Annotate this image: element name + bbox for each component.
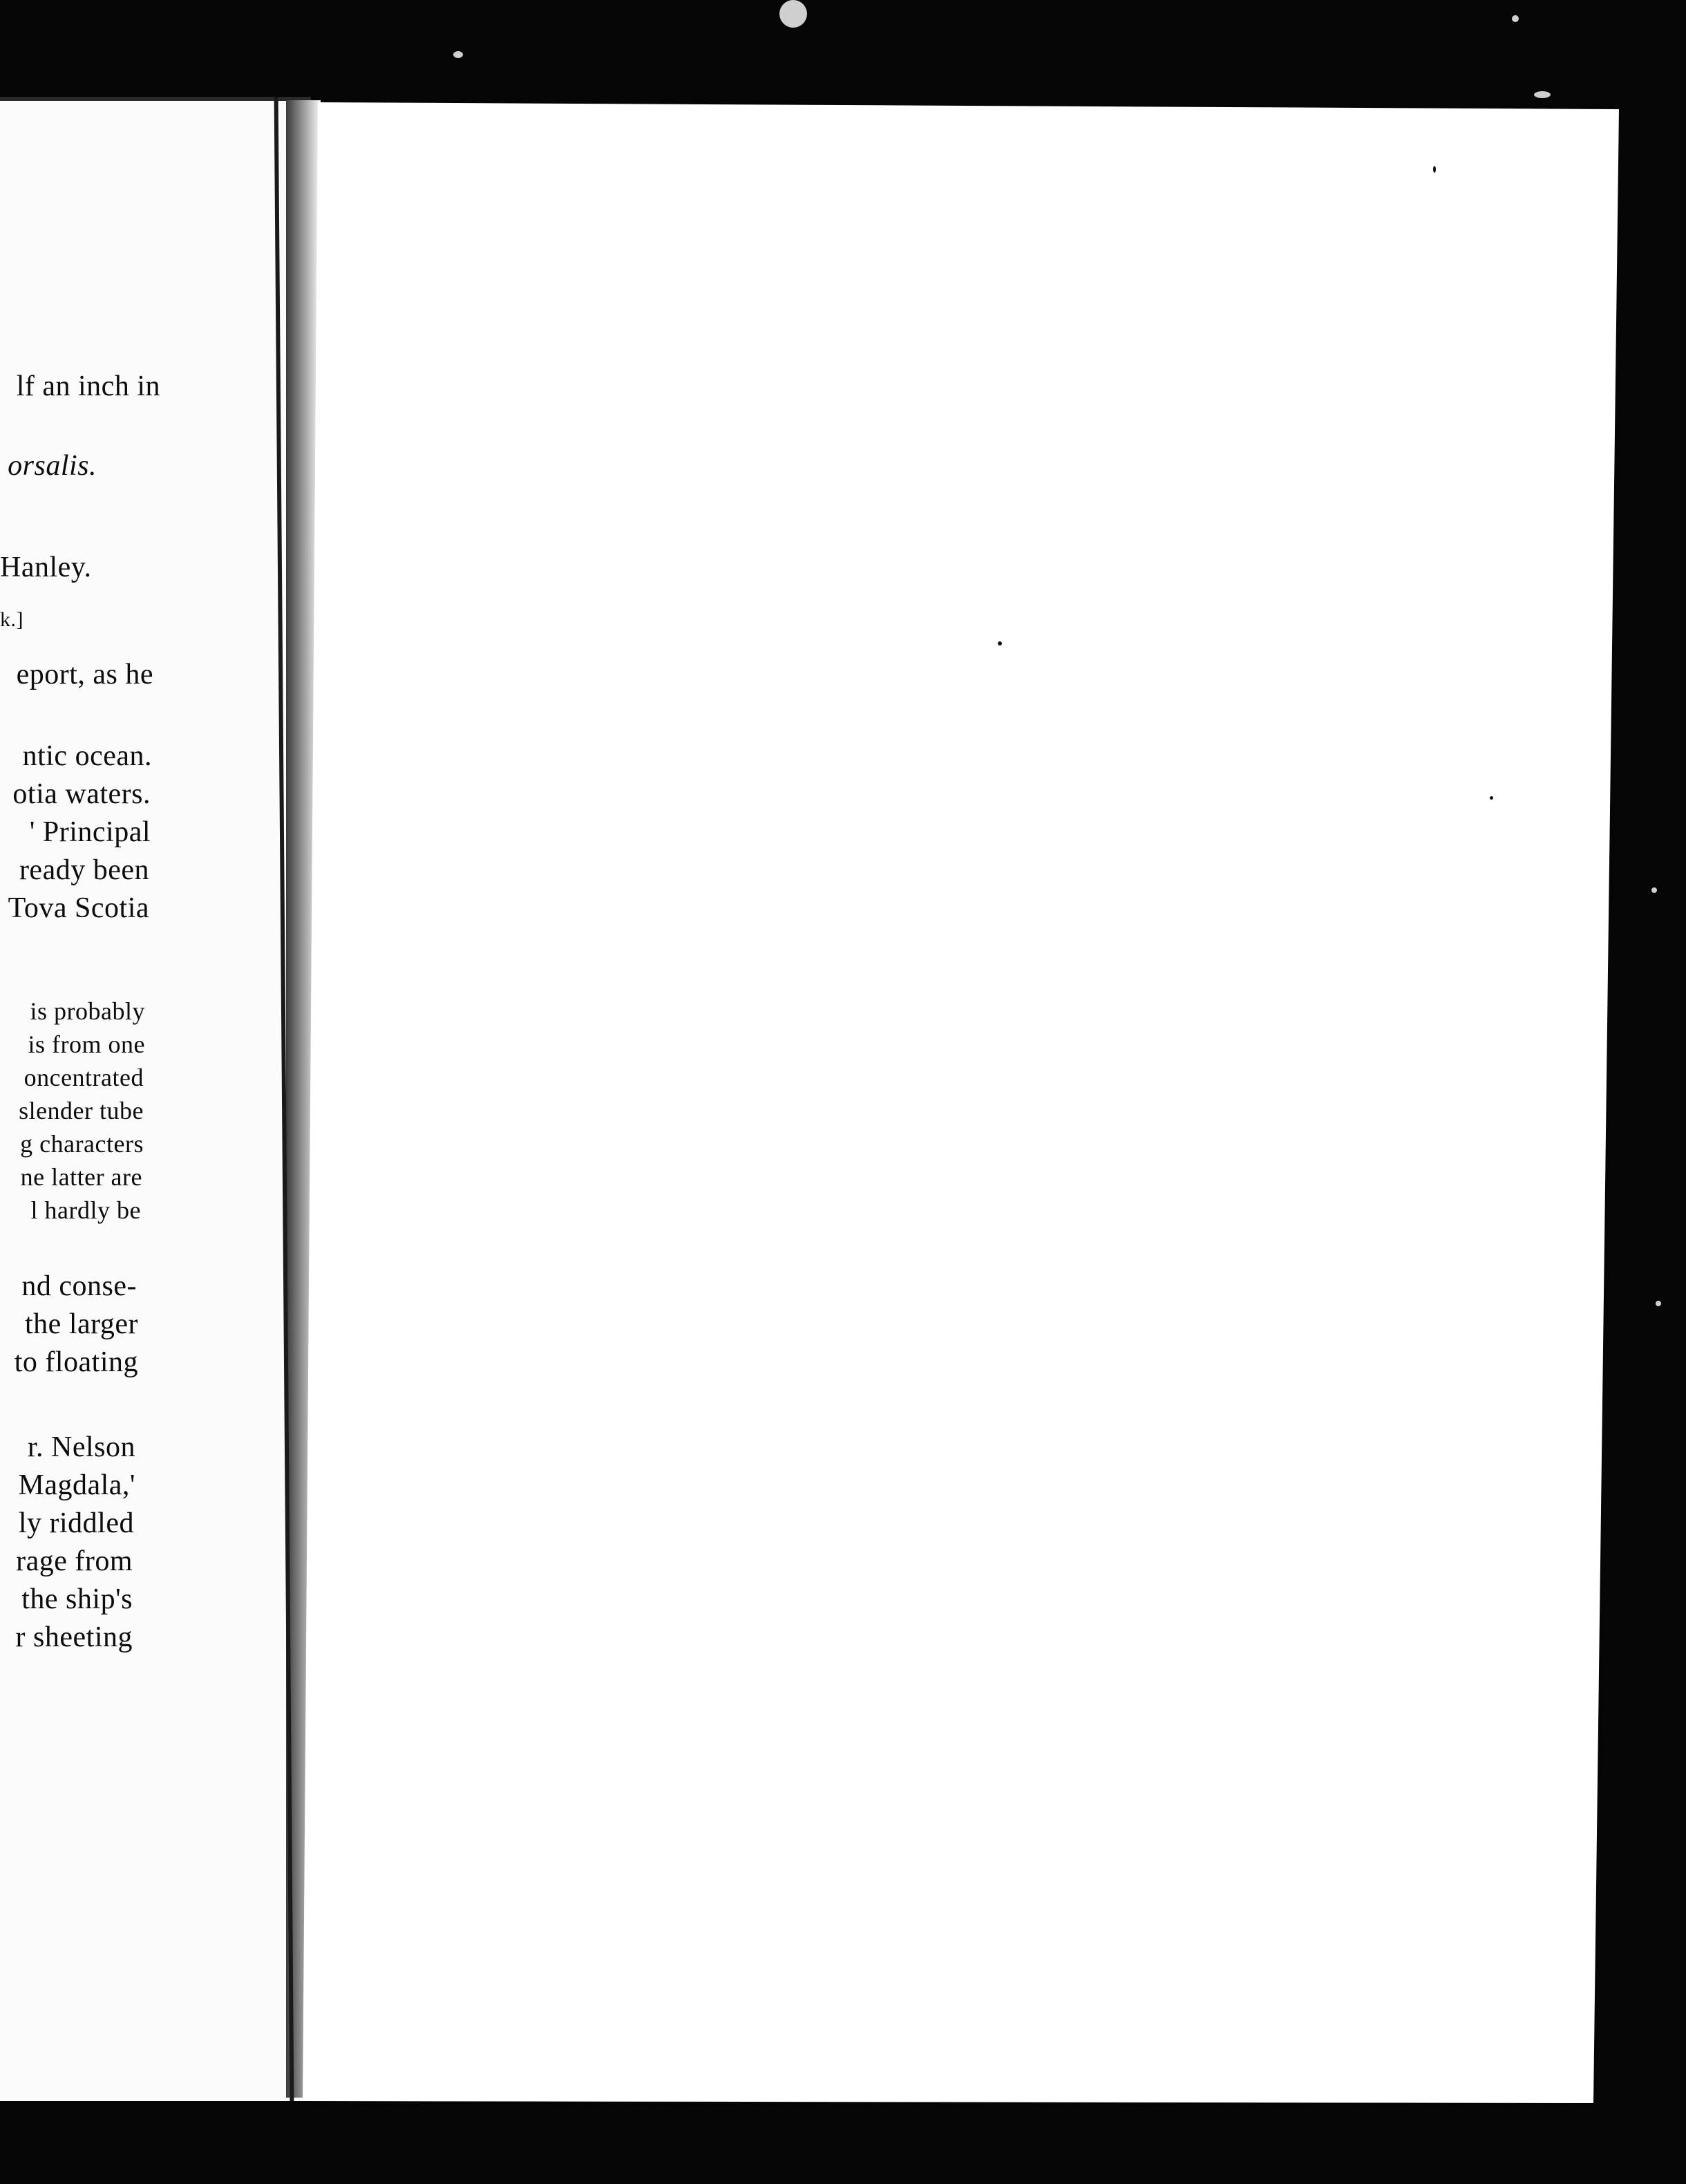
scan-speck [779,0,807,28]
text-line: eport, as he [16,659,153,690]
page-edge-rule [0,97,311,101]
text-line: the larger [25,1308,138,1340]
left-page [0,97,311,2101]
scan-speck [1512,15,1519,22]
text-line: lf an inch in [16,370,160,402]
text-line: ready been [19,854,149,886]
text-line: ' Principal [29,816,151,848]
scan-speck [1534,91,1551,98]
text-line: Magdala,' [18,1469,135,1501]
text-line: otia waters. [12,778,151,810]
text-line-species: orsalis. [8,450,97,482]
text-line: to floating [14,1346,138,1378]
text-line: g characters [20,1130,144,1158]
scan-speck [1656,1301,1661,1306]
text-line: Tova Scotia [8,892,149,924]
text-line: rage from [16,1545,133,1577]
text-line: the ship's [21,1583,133,1615]
text-line-bracket: k.] [0,608,23,631]
scan-speck [453,51,463,58]
scan-speck [998,641,1002,646]
text-line: is probably [30,997,145,1025]
scan-speck [1433,166,1436,173]
text-line: ly riddled [18,1507,134,1539]
text-line: l hardly be [30,1196,141,1224]
text-line-author: Hanley. [0,552,92,583]
text-line: r. Nelson [27,1431,135,1463]
text-line: r sheeting [15,1621,133,1653]
text-line: ntic ocean. [22,740,152,772]
text-line: oncentrated [23,1064,144,1091]
right-page-blank [303,102,1619,2103]
text-line: ne latter are [20,1163,142,1191]
text-line: slender tube [19,1097,144,1124]
scan-speck [1490,796,1493,800]
scan-speck [1651,887,1657,893]
text-line: nd conse- [21,1270,137,1302]
text-line: is from one [28,1030,145,1058]
